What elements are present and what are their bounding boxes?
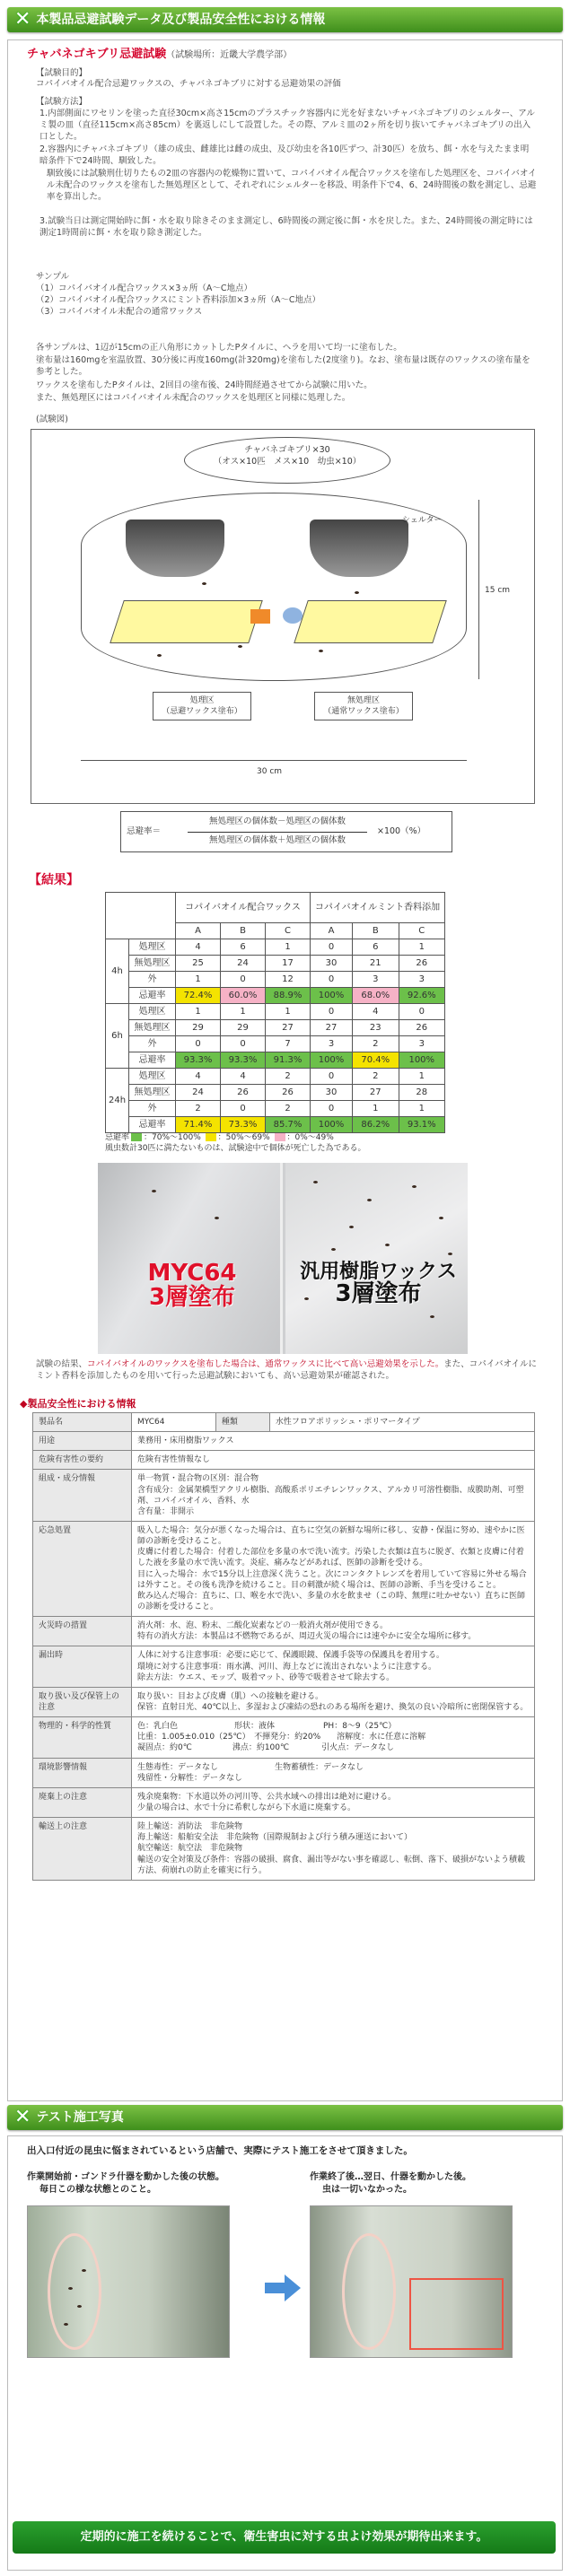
safety-row bbox=[33, 1717, 535, 1758]
safety-value: 残余廃棄物：下水道以外の河川等、公共水域への排出は絶対に避ける。 少量の場合は、水で十分に希釈しながら下水道に廃棄する。 bbox=[132, 1787, 535, 1817]
table-cell: 23 bbox=[353, 1020, 399, 1036]
avoidance-rate-cell: 91.3% bbox=[266, 1052, 311, 1069]
table-cell: 0 bbox=[221, 1036, 266, 1052]
table-cell: 24 bbox=[176, 1085, 221, 1101]
prep-4: また、無処理区にはコパイバオイル未配合のワックスを処理区と同様に処理した。 bbox=[36, 393, 351, 403]
safety-key: 組成・成分情報 bbox=[33, 1470, 132, 1522]
section-title: 本製品忌避試験データ及び製品安全性における情報 bbox=[36, 12, 326, 27]
table-cell: 4 bbox=[176, 939, 221, 956]
safety-key: 廃棄上の注意 bbox=[33, 1787, 132, 1817]
table-cell: 1 bbox=[266, 939, 311, 956]
safety-value: 生態毒性：データなし 生物蓄積性：データなし 残留性・分解性：データなし bbox=[132, 1758, 535, 1787]
table-cell: 1 bbox=[176, 1004, 221, 1020]
safety-value: 吸入した場合：気分が悪くなった場合は、直ちに空気の新鮮な場所に移し、安静・保温に努め、速やかに医師の診断を受けること。 皮膚に付着した場合：付着した部位を多量の水で洗い流す。汚染した衣類は直ちに脱ぎ、衣類と皮膚に付着した液を多量の水で洗い流す。炎症、痛みなどがあれば、医師の診断を受ける。 目に入った場合：水で15分以上注意深く洗うこと。次にコンタクトレンズを着用していて容易に外せる場合は外すこと。その後も洗浄を続けること。目の刺激が続く場合は、医師の診断、手当を受けること。 飲み込んだ場合：直ちに、口、喉を水で洗い、多量の水を飲ませ（この時、無理に吐かせない）直ちに医師の診断を受けること。 bbox=[132, 1521, 535, 1616]
safety-value: 人体に対する注意事項：必要に応じて、保護眼鏡、保護手袋等の保護具を着用する。 環境に対する注意事項：雨水溝、河川、海上などに流出されないように注意する。 除去方法：ウエス、モップ、吸着マット、砂等で吸着させて除去する。 bbox=[132, 1646, 535, 1687]
method-step-1: 1.内部側面にワセリンを塗った直径30cm×高さ15cmのプラスチック容器内に光を好まないチャバネゴキブリのシェルター、アルミ製の皿（直径115cm×高さ85cm）を裏返しにして設置した。その際、アルミ皿の2ヶ所を切り抜いてチャバネゴキブリの出入口とした。 bbox=[39, 109, 535, 142]
safety-key: 物理的・科学的性質 bbox=[33, 1717, 132, 1758]
table-cell: 2 bbox=[176, 1101, 221, 1117]
safety-value: 危険有害性情報なし bbox=[132, 1451, 535, 1470]
table-cell: 0 bbox=[311, 1069, 353, 1085]
after-caption: 作業終了後…翌日、什器を動かした後。 虫は一切いなかった。 bbox=[310, 2172, 471, 2195]
time-label: 4h bbox=[106, 939, 129, 1004]
comparison-photo bbox=[98, 1163, 468, 1354]
safety-row bbox=[33, 1646, 535, 1687]
prep-1: 各サンプルは、1辺が15cmの正八角形にカットしたPタイルに、ヘラを用いて均一に塗布した。 bbox=[36, 343, 402, 353]
group-header-2: コパイバオイルミント香料添加 bbox=[311, 893, 445, 923]
safety-value: 水性フロアポリッシュ・ポリマータイプ bbox=[269, 1413, 534, 1432]
table-cell: 3 bbox=[399, 972, 445, 988]
section-header-photos bbox=[7, 2105, 563, 2130]
avoidance-rate-cell: 85.7% bbox=[266, 1117, 311, 1133]
safety-heading: ◆製品安全性における情報 bbox=[20, 1398, 136, 1410]
cockroach-icon bbox=[238, 645, 242, 648]
sample-1: （1）コパイバオイル配合ワックス×3ヵ所（A～C地点） bbox=[36, 284, 252, 293]
prep-2: 塗布量は160mgを室温放置、30分後に再度160mg(計320mg)を塗布した(2度塗り)。なお、塗布量は既存のワックスの塗布量を参考とした。 bbox=[36, 355, 531, 377]
safety-key: 応急処置 bbox=[33, 1521, 132, 1616]
table-cell: 0 bbox=[311, 939, 353, 956]
safety-value: 消火剤：水、泡、粉末、二酸化炭素などの一般消火剤が使用できる。 特有の消火方法：本製品は不燃物であるが、周辺火災の場合には速やかに安全な場所に移す。 bbox=[132, 1617, 535, 1646]
table-row bbox=[106, 1069, 445, 1085]
generic-wax-label: 汎用樹脂ワックス 3層塗布 bbox=[300, 1261, 457, 1308]
avoidance-rate-cell: 60.0% bbox=[221, 988, 266, 1004]
purpose-text: コパイバオイル配合忌避ワックスの、チャバネゴキブリに対する忌避効果の評価 bbox=[36, 79, 341, 89]
avoidance-rate-cell: 88.9% bbox=[266, 988, 311, 1004]
table-cell: 6 bbox=[353, 939, 399, 956]
table-cell: 12 bbox=[266, 972, 311, 988]
safety-value: 色：乳白色 形状：液体 PH：8～9（25℃） 比重：1.005±0.010（25℃） 不揮発分：約20% 溶解度：水に任意に溶解 凝固点：約0℃ 沸点：約100℃ 引火点：データなし bbox=[132, 1717, 535, 1758]
arrow-right-icon bbox=[265, 2275, 301, 2301]
before-photo bbox=[27, 2205, 230, 2358]
table-row bbox=[106, 939, 445, 956]
table-cell: 29 bbox=[176, 1020, 221, 1036]
safety-row bbox=[33, 1687, 535, 1716]
after-photo bbox=[310, 2205, 513, 2358]
bait-food bbox=[250, 609, 270, 624]
safety-key: 漏出時 bbox=[33, 1646, 132, 1687]
test-title: チャバネゴキブリ忌避試験（試験場所：近畿大学農学部） bbox=[27, 48, 293, 61]
legend: 忌避率 ：70%～100% ：50%～69% ：0%～49% 風虫数計30匹に満たないものは、試験途中で個体が死亡した為である。 bbox=[105, 1133, 366, 1154]
intro-text: 出入口付近の昆虫に悩まされているという店舗で、実際にテスト施工をさせて頂きました。 bbox=[27, 2145, 413, 2156]
table-row bbox=[106, 956, 445, 972]
table-cell: 3 bbox=[311, 1036, 353, 1052]
avoidance-rate-cell: 71.4% bbox=[176, 1117, 221, 1133]
row-label: 忌避率 bbox=[129, 1117, 176, 1133]
table-cell: 27 bbox=[266, 1020, 311, 1036]
result-heading: 【結果】 bbox=[29, 873, 79, 887]
table-cell: 6 bbox=[221, 939, 266, 956]
prep-3: ワックスを塗布したPタイルは、2回目の塗布後、24時間経過させてから試験に用いた。 bbox=[36, 380, 373, 390]
sample-2: （2）コパイバオイル配合ワックスにミント香料添加×3ヵ所（A～C地点） bbox=[36, 295, 320, 305]
table-row bbox=[106, 1020, 445, 1036]
test-diagram bbox=[31, 429, 535, 804]
table-row bbox=[106, 972, 445, 988]
table-cell: 30 bbox=[311, 956, 353, 972]
table-cell: 1 bbox=[266, 1004, 311, 1020]
table-cell: 26 bbox=[399, 1020, 445, 1036]
safety-key: 危険有害性の要約 bbox=[33, 1451, 132, 1470]
myc64-label: MYC64 3層塗布 bbox=[147, 1260, 237, 1312]
table-cell: 21 bbox=[353, 956, 399, 972]
column-header: C bbox=[399, 923, 445, 939]
safety-row bbox=[33, 1521, 535, 1616]
avoidance-rate-cell: 72.4% bbox=[176, 988, 221, 1004]
avoidance-rate-cell: 93.3% bbox=[176, 1052, 221, 1069]
section-title: テスト施工写真 bbox=[36, 2109, 124, 2125]
table-cell: 3 bbox=[399, 1036, 445, 1052]
time-label: 24h bbox=[106, 1069, 129, 1133]
table-cell: 26 bbox=[399, 956, 445, 972]
table-cell: 2 bbox=[266, 1069, 311, 1085]
method-step-2: 2.容器内にチャバネゴキブリ（雄の成虫、雌雄比は雌の成虫、及び幼虫を各10匹ずつ、計30匹）を放ち、餌・水を与えたまま明暗条件下で24時間、馴致した。 bbox=[39, 144, 530, 166]
row-label: 無処理区 bbox=[129, 1085, 176, 1101]
table-cell: 29 bbox=[221, 1020, 266, 1036]
safety-key: 製品名 bbox=[33, 1413, 132, 1432]
x-logo-icon: ✕ bbox=[14, 8, 31, 31]
avoidance-rate-cell: 100% bbox=[311, 1052, 353, 1069]
safety-row bbox=[33, 1787, 535, 1817]
cockroach-icon bbox=[202, 582, 206, 585]
safety-key: 火災時の措置 bbox=[33, 1617, 132, 1646]
row-label: 無処理区 bbox=[129, 1020, 176, 1036]
column-header: A bbox=[176, 923, 221, 939]
table-row bbox=[106, 1101, 445, 1117]
group-header-1: コパイバオイル配合ワックス bbox=[176, 893, 311, 923]
cockroach-count-balloon: チャバネゴキブリ×30 （オス×10匹 メス×10 幼虫×10） bbox=[184, 437, 390, 484]
method-step-2b: 馴致後には試験刑仕切りたもの2皿の容器内の乾燥物に置いて、コパイバオイル配合ワックスを塗布した処理区を、コパイバオイル未配合のワックスを塗布した無処理区として、それぞれにシェルターを移設、明条件下で4、6、24時間後の数を測定し、忌避率を算出した。 bbox=[47, 169, 537, 202]
table-cell: 26 bbox=[266, 1085, 311, 1101]
method-step-3: 3.試験当日は測定開始時に餌・水を取り除きそのまま測定し、6時間後の測定後に餌・水を戻した。また、24時間後の測定時には測定1時間前に餌・水を取り除き測定した。 bbox=[39, 216, 533, 238]
row-label: 処理区 bbox=[129, 939, 176, 956]
safety-row bbox=[33, 1432, 535, 1451]
safety-row bbox=[33, 1451, 535, 1470]
diagram-heading: (試験図) bbox=[36, 415, 68, 424]
cockroach-icon bbox=[319, 650, 323, 652]
table-cell: 0 bbox=[399, 1004, 445, 1020]
table-cell: 2 bbox=[353, 1069, 399, 1085]
column-header: C bbox=[266, 923, 311, 939]
table-cell: 1 bbox=[353, 1101, 399, 1117]
time-label: 6h bbox=[106, 1004, 129, 1069]
table-cell: 7 bbox=[266, 1036, 311, 1052]
table-cell: 27 bbox=[311, 1020, 353, 1036]
table-cell: 4 bbox=[221, 1069, 266, 1085]
width-line bbox=[81, 760, 467, 761]
table-cell: 1 bbox=[221, 1004, 266, 1020]
treated-zone bbox=[110, 600, 263, 643]
safety-value: 陸上輸送：消防法 非危険物 海上輸送：船舶安全法 非危険物（国際規制および行う積み運送において） 航空輸送：航空法 非危険物 輸送の安全対策及び条件：容器の破損、腐食、漏出等がない事を確認し、転倒、落下、破損がないよう積載方法、荷崩れの防止を確実に行う。 bbox=[132, 1818, 535, 1881]
table-row bbox=[106, 1117, 445, 1133]
avoidance-rate-cell: 100% bbox=[311, 988, 353, 1004]
purpose-heading: 【試験目的】 bbox=[36, 68, 88, 78]
table-cell: 2 bbox=[266, 1101, 311, 1117]
safety-row bbox=[33, 1758, 535, 1787]
avoidance-rate-cell: 86.2% bbox=[353, 1117, 399, 1133]
avoidance-rate-cell: 92.6% bbox=[399, 988, 445, 1004]
table-cell: 4 bbox=[353, 1004, 399, 1020]
row-label: 忌避率 bbox=[129, 988, 176, 1004]
shelter-label: シェルター bbox=[402, 516, 443, 525]
table-cell: 0 bbox=[311, 1101, 353, 1117]
table-cell: 26 bbox=[221, 1085, 266, 1101]
row-label: 忌避率 bbox=[129, 1052, 176, 1069]
table-cell: 2 bbox=[353, 1036, 399, 1052]
effect-banner: 定期的に施工を続けることで、衛生害虫に対する虫よけ効果が期待出来ます。 bbox=[13, 2521, 556, 2554]
avoidance-rate-cell: 70.4% bbox=[353, 1052, 399, 1069]
method-heading: 【試験方法】 bbox=[36, 97, 88, 107]
untreated-label: 無処理区 （通常ワックス塗布） bbox=[314, 692, 413, 720]
column-header: B bbox=[353, 923, 399, 939]
table-cell: 1 bbox=[399, 1101, 445, 1117]
avoidance-rate-cell: 93.3% bbox=[221, 1052, 266, 1069]
row-label: 無処理区 bbox=[129, 956, 176, 972]
sample-heading: サンプル bbox=[36, 272, 70, 282]
shelter-right bbox=[310, 520, 408, 577]
sample-3: （3）コパイバオイル未配合の通常ワックス bbox=[36, 307, 203, 317]
avoidance-rate-cell: 93.1% bbox=[399, 1117, 445, 1133]
table-cell: 0 bbox=[221, 1101, 266, 1117]
table-cell: 1 bbox=[399, 1069, 445, 1085]
safety-row bbox=[33, 1617, 535, 1646]
table-cell: 0 bbox=[311, 972, 353, 988]
table-cell: 24 bbox=[221, 956, 266, 972]
table-row bbox=[106, 1036, 445, 1052]
table-row bbox=[106, 1052, 445, 1069]
height-label: 15 cm bbox=[482, 582, 513, 598]
table-cell: 1 bbox=[176, 972, 221, 988]
results-table bbox=[105, 892, 445, 1133]
table-cell: 30 bbox=[311, 1085, 353, 1101]
row-label: 外 bbox=[129, 1101, 176, 1117]
row-label: 処理区 bbox=[129, 1004, 176, 1020]
table-cell: 28 bbox=[399, 1085, 445, 1101]
untreated-zone bbox=[294, 600, 447, 643]
safety-key: 取り扱い及び保管上の注意 bbox=[33, 1687, 132, 1716]
section-header-data bbox=[7, 7, 563, 32]
avoidance-rate-cell: 73.3% bbox=[221, 1117, 266, 1133]
table-cell: 25 bbox=[176, 956, 221, 972]
table-row bbox=[106, 988, 445, 1004]
safety-value: MYC64 bbox=[132, 1413, 216, 1432]
x-logo-icon: ✕ bbox=[14, 2106, 31, 2129]
safety-key: 種類 bbox=[215, 1413, 269, 1432]
table-row bbox=[106, 1004, 445, 1020]
safety-row bbox=[33, 1470, 535, 1522]
avoidance-rate-cell: 100% bbox=[311, 1117, 353, 1133]
avoidance-formula: 忌避率＝ 無処理区の個体数－処理区の個体数 無処理区の個体数＋処理区の個体数 ×100（%） bbox=[120, 811, 452, 852]
shelter-left bbox=[126, 520, 224, 577]
avoidance-rate-cell: 68.0% bbox=[353, 988, 399, 1004]
safety-row bbox=[33, 1818, 535, 1881]
safety-row bbox=[33, 1413, 535, 1432]
row-label: 処理区 bbox=[129, 1069, 176, 1085]
safety-table bbox=[32, 1412, 535, 1881]
treated-label: 処理区 （忌避ワックス塗布） bbox=[153, 692, 251, 720]
before-caption: 作業開始前・ゴンドラ什器を動かした後の状態。 毎日この様な状態とのこと。 bbox=[27, 2172, 224, 2195]
column-header: B bbox=[221, 923, 266, 939]
safety-key: 環境影響情報 bbox=[33, 1758, 132, 1787]
table-cell: 4 bbox=[176, 1069, 221, 1085]
row-label: 外 bbox=[129, 972, 176, 988]
safety-value: 取り扱い：目および皮膚（肌）への接触を避ける。 保管：直射日光、40℃以上、多湿および凍結の恐れのある場所を避け、換気の良い冷暗所に密閉保管する。 bbox=[132, 1687, 535, 1716]
table-cell: 1 bbox=[399, 939, 445, 956]
table-cell: 0 bbox=[221, 972, 266, 988]
safety-key: 輸送上の注意 bbox=[33, 1818, 132, 1881]
table-cell: 17 bbox=[266, 956, 311, 972]
safety-value: 単一物質・混合物の区別：混合物 含有成分：金属架橋型アクリル樹脂、高酸系ポリエチレンワックス、アルカリ可溶性樹脂、成膜助剤、可塑剤、コパイバオイル、香料、水 含有量：非開示 bbox=[132, 1470, 535, 1522]
water-dish bbox=[283, 607, 303, 624]
safety-value: 業務用・床用樹脂ワックス bbox=[132, 1432, 535, 1451]
table-cell: 3 bbox=[353, 972, 399, 988]
conclusion-text: 試験の結果、コパイバオイルのワックスを塗布した場合は、通常ワックスに比べて高い忌避効果を示した。また、コパイバオイルにミント香料を添加したものを用いて行った忌避試験においても、高い忌避効果が確認された。 bbox=[36, 1359, 538, 1381]
table-row bbox=[106, 1085, 445, 1101]
table-cell: 0 bbox=[311, 1004, 353, 1020]
safety-key: 用途 bbox=[33, 1432, 132, 1451]
cockroach-icon bbox=[157, 654, 162, 657]
cockroach-icon bbox=[355, 591, 359, 594]
table-cell: 27 bbox=[353, 1085, 399, 1101]
table-cell: 0 bbox=[176, 1036, 221, 1052]
avoidance-rate-cell: 100% bbox=[399, 1052, 445, 1069]
height-line bbox=[478, 500, 479, 679]
column-header: A bbox=[311, 923, 353, 939]
row-label: 外 bbox=[129, 1036, 176, 1052]
width-label: 30 cm bbox=[254, 764, 285, 780]
